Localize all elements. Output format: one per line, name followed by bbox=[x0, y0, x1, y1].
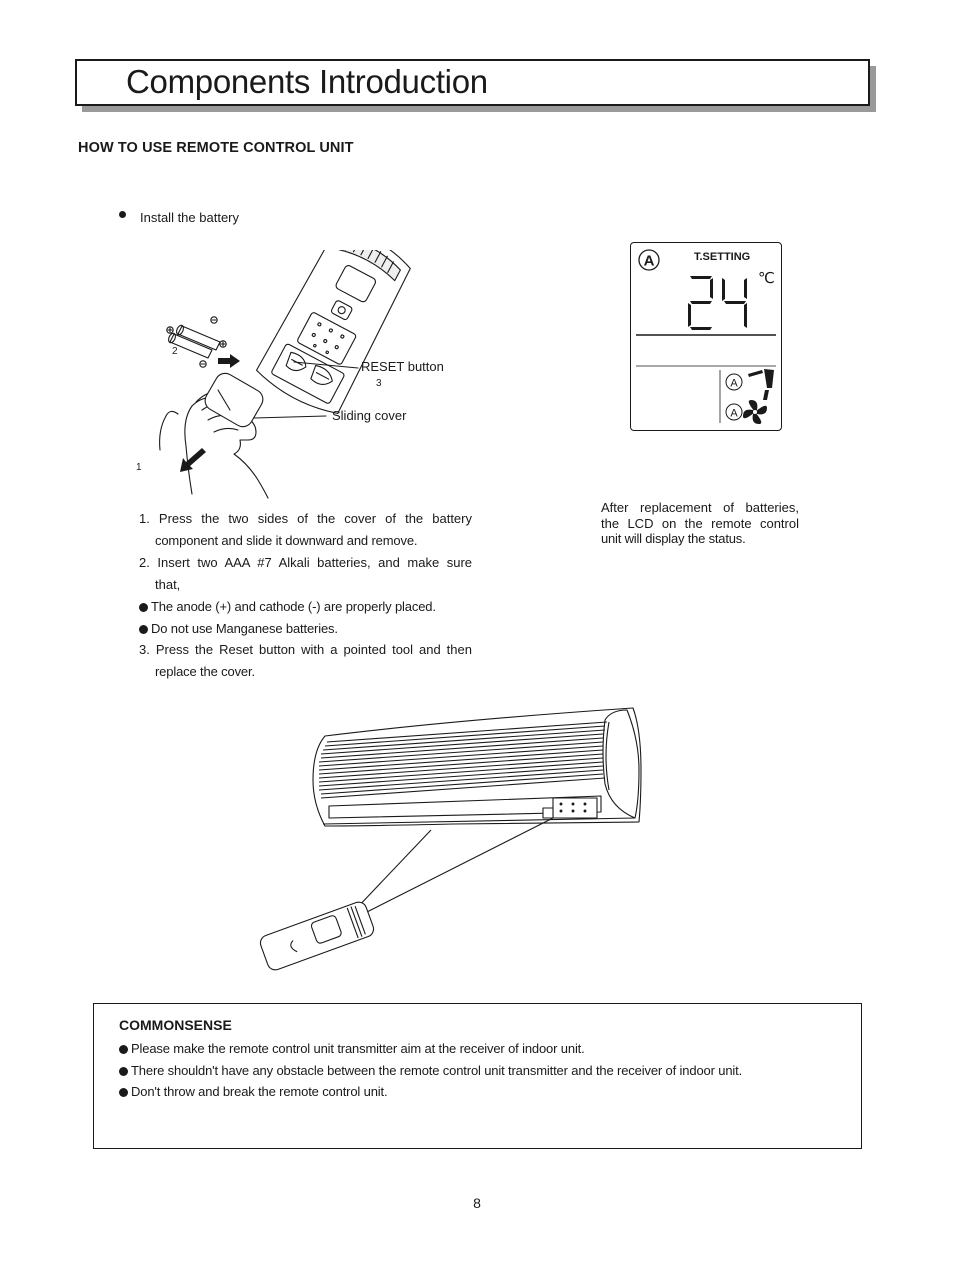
indoor-unit-illustration bbox=[255, 700, 650, 980]
commonsense-item: Please make the remote control unit transmitter aim at the receiver of indoor unit. bbox=[119, 1041, 585, 1057]
step-2-marker: 2 bbox=[172, 346, 178, 357]
bullet-icon bbox=[119, 1088, 128, 1097]
lcd-display-drawing bbox=[630, 242, 782, 431]
commonsense-item: Don't throw and break the remote control unit. bbox=[119, 1084, 387, 1100]
step-3-text: 3. Press the Reset button with a pointed tool and then bbox=[139, 642, 472, 657]
t-setting-label: T.SETTING bbox=[694, 251, 751, 263]
step-3-text-cont: replace the cover. bbox=[155, 664, 255, 679]
commonsense-item: There shouldn't have any obstacle between the remote control unit transmitter and the receiver of indoor unit. bbox=[119, 1063, 742, 1079]
mode-letter: A bbox=[643, 252, 655, 270]
lcd-note-line: After replacement of batteries, bbox=[601, 500, 799, 515]
lcd-note bbox=[601, 500, 799, 547]
swing-letter: A bbox=[730, 377, 738, 390]
temperature-digits bbox=[688, 276, 713, 330]
bullet-icon bbox=[139, 603, 148, 612]
bullet-icon bbox=[119, 1045, 128, 1054]
install-battery-label: Install the battery bbox=[140, 210, 239, 225]
bullet-icon bbox=[119, 211, 126, 218]
celsius-unit: ℃ bbox=[758, 269, 775, 287]
fan-letter: A bbox=[730, 407, 738, 420]
reset-button-label: RESET button bbox=[361, 359, 444, 374]
remote-battery-illustration bbox=[130, 250, 470, 500]
lcd-note-line: the LCD on the remote control bbox=[601, 515, 799, 531]
step-3-marker: 3 bbox=[376, 378, 382, 389]
remote-control-drawing bbox=[253, 250, 417, 420]
sliding-cover-label: Sliding cover bbox=[332, 408, 407, 423]
step-1-marker: 1 bbox=[136, 462, 142, 473]
swing-icon bbox=[748, 369, 774, 400]
step-1-text: 1. Press the two sides of the cover of the battery bbox=[139, 511, 472, 526]
page-title: Components Introduction bbox=[126, 63, 488, 100]
section-heading: HOW TO USE REMOTE CONTROL UNIT bbox=[78, 140, 354, 156]
bullet-item: Do not use Manganese batteries. bbox=[139, 618, 338, 640]
step-2-text: 2. Insert two AAA #7 Alkali batteries, and make sure bbox=[139, 555, 472, 570]
commonsense-heading: COMMONSENSE bbox=[119, 1017, 232, 1033]
fan-icon bbox=[743, 400, 767, 424]
arrow-right-icon bbox=[218, 354, 240, 368]
bullet-icon bbox=[139, 625, 148, 634]
indoor-unit-drawing bbox=[313, 708, 641, 826]
step-1-text-cont: component and slide it downward and remove. bbox=[155, 533, 418, 548]
bullet-item: The anode (+) and cathode (-) are properly placed. bbox=[139, 596, 436, 618]
step-2-text-cont: that, bbox=[155, 577, 181, 592]
battery-icon bbox=[167, 317, 226, 367]
bullet-icon bbox=[119, 1067, 128, 1076]
hand-drawing bbox=[160, 370, 268, 498]
page-number: 8 bbox=[473, 1195, 481, 1211]
remote-control-drawing bbox=[258, 900, 376, 972]
lcd-note-line: unit will display the status. bbox=[601, 531, 746, 546]
